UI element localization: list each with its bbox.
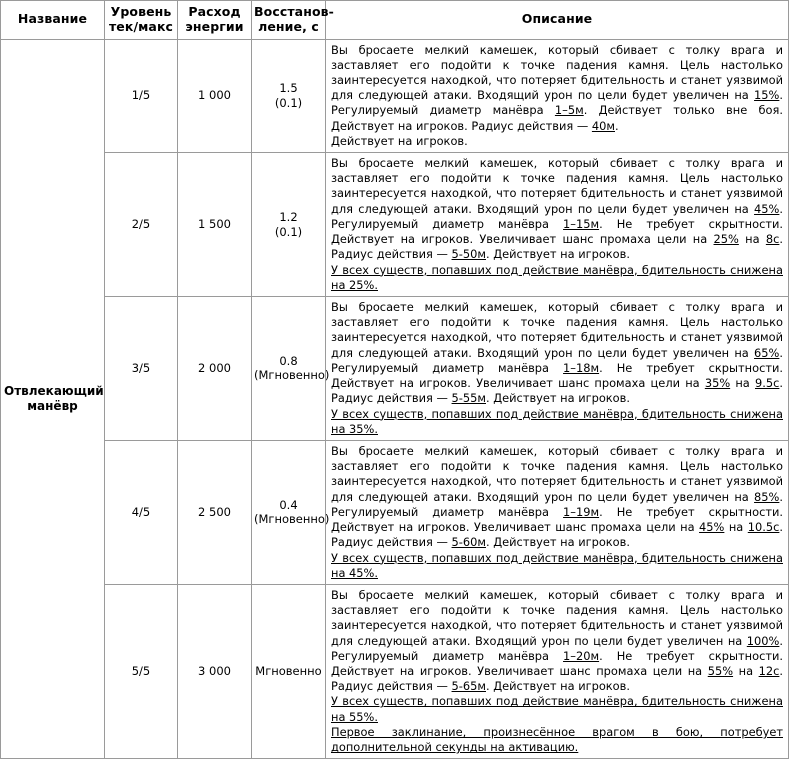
description-paragraph [331,300,783,407]
description-text: Вы бросаете мелкий камешек, который сбивает с толку врага и заставляет его подойти к точке падения камня. Цель настолько заинтересуется находкой, что потеряет бдительность и станет уязвимой для следующей атаки. Входящий урон по цели будет увеличен на [331,587,783,648]
description-text: . Радиус действия — [331,232,783,262]
table-row [1,153,789,297]
table-body [1,39,789,759]
description-highlight-value: 1–18м [563,360,600,375]
column-header-description [326,1,789,40]
description-highlight-value: 40м [591,118,615,133]
description-highlight-value: 9.5с [754,376,780,391]
level-cell: 5/5 [105,584,178,758]
energy-cell: 2 500 [178,440,252,584]
description-vigilance-note: У всех существ, попавших под действие манёвра, бдительность снижена на 45%. [331,550,783,580]
description-cell [326,584,789,758]
column-header-energy-line2: энергии [185,18,244,34]
description-highlight-value: 1–20м [563,648,600,663]
description-text: Вы бросаете мелкий камешек, который сбивает с толку врага и заставляет его подойти к точке падения камня. Цель настолько заинтересуется находкой, что потеряет бдительность и станет уязвимой для следующей атаки. Входящий урон по цели будет увеличен на [331,300,783,360]
column-header-cooldown [252,1,334,40]
cooldown-cell [252,584,326,758]
description-text: на [733,664,759,679]
description-cell [326,297,789,441]
column-header-name [1,1,105,40]
level-cell: 1/5 [105,39,178,153]
description-text: . Действует на игроков. [486,247,630,262]
column-header-energy-line1: Расход [188,4,241,19]
column-header-cooldown-line1: Восстанов- [254,4,334,19]
description-text: . Радиус действия — [331,520,784,550]
cooldown-value: 1.5 [279,80,298,95]
description-highlight-value: 5-65м [451,679,486,694]
description-text: на [730,376,755,391]
description-text: . Не требует скрытности. Действует на игроков. Увеличивает шанс промаха цели на [331,216,783,247]
description-highlight-value: 5-60м [451,535,486,550]
description-cell [326,440,789,584]
description-cell [326,153,789,297]
table-header [1,1,789,40]
cooldown-value: Мгновенно [255,664,322,679]
description-highlight-value: 8с [765,232,780,247]
header-row [1,1,789,40]
description-text: . Не требует скрытности. Действует на игроков. Увеличивает шанс промаха цели на [331,360,783,391]
description-text: . Регулируемый диаметр манёвра [331,201,783,231]
cooldown-subvalue: (Мгновенно) [254,512,330,527]
description-bonus-note: Первое заклинание, произнесённое врагом в бою, потребует дополнительной секунды на активацию. [331,724,783,755]
description-text: . Действует на игроков. [486,391,630,406]
column-header-level-line2: тек/макс [108,18,174,34]
description-text: Вы бросаете мелкий камешек, который сбивает с толку врага и заставляет его подойти к точке падения камня. Цель настолько заинтересуется находкой, что потеряет бдительность и станет уязвимой для следующей атаки. Входящий урон по цели будет увеличен на [331,156,783,216]
description-vigilance-note: У всех существ, попавших под действие манёвра, бдительность снижена на 35%. [331,406,783,436]
description-highlight-value: 1–19м [563,504,600,519]
description-paragraph [331,444,783,551]
description-text: . Радиус действия — [331,664,784,694]
column-header-level-line1: Уровень [110,4,172,19]
description-text: . Регулируемый диаметр манёвра [331,88,783,118]
level-cell: 2/5 [105,153,178,297]
cooldown-cell [252,39,326,153]
description-text: Вы бросаете мелкий камешек, который сбивает с толку врага и заставляет его подойти к точке падения камня. Цель настолько заинтересуется находкой, что потеряет бдительность и станет уязвимой для следующей атаки. Входящий урон по цели будет увеличен на [331,42,783,103]
cooldown-cell [252,297,330,441]
cooldown-subvalue: (Мгновенно) [254,368,330,383]
description-text: . Действует на игроков. [486,535,630,550]
description-text: . [615,118,619,133]
description-highlight-value: 65% [754,345,780,360]
description-text: . Радиус действия — [331,376,783,406]
description-vigilance-note: У всех существ, попавших под действие манёвра, бдительность снижена на 25%. [331,262,783,292]
energy-cell: 1 500 [178,153,252,297]
cooldown-subvalue: (0.1) [274,224,303,239]
description-highlight-value: 100% [746,633,780,648]
column-header-energy [178,1,252,40]
description-vigilance-note: У всех существ, попавших под действие манёвра, бдительность снижена на 55%. [331,694,783,724]
description-text: . Регулируемый диаметр манёвра [331,633,783,663]
description-highlight-value: 15% [754,88,780,103]
cooldown-cell [252,153,326,297]
column-header-name-label: Название [17,11,88,27]
description-paragraph [331,43,783,134]
table-row [1,39,789,153]
cooldown-subvalue: (0.1) [274,95,303,110]
description-highlight-value: 1–5м [554,103,584,118]
description-final-line: Действует на игроков. [331,133,468,148]
cooldown-value: 0.8 [279,353,298,368]
description-paragraph [331,588,783,695]
description-text: . Не требует скрытности. Действует на игроков. Увеличивает шанс промаха цели на [331,504,783,535]
description-text: на [724,520,748,535]
level-cell: 3/5 [105,297,178,441]
table-row [1,584,789,758]
description-text: . Действует на игроков. [486,679,630,694]
energy-cell: 2 000 [178,297,252,441]
description-highlight-value: 5-55м [451,391,486,406]
description-highlight-value: 25% [713,232,739,247]
energy-cell: 3 000 [178,584,252,758]
description-highlight-value: 10.5с [747,520,780,535]
description-cell [326,39,789,153]
column-header-cooldown-line2: ление, с [258,18,319,34]
description-highlight-value: 35% [704,376,731,391]
column-header-level [105,1,178,40]
description-highlight-value: 45% [699,520,725,535]
description-highlight-value: 85% [754,489,780,504]
cooldown-cell [252,440,330,584]
description-highlight-value: 55% [707,664,734,679]
description-text: . Действует только вне боя. Действует на игроков. Радиус действия — [331,103,783,133]
description-highlight-value: 12с [758,664,780,679]
level-cell: 4/5 [105,440,178,584]
cooldown-value: 0.4 [279,497,298,512]
table-row [1,440,789,584]
skill-name-cell: Отвлекающий манёвр [1,39,105,759]
column-header-description-label: Описание [521,11,593,27]
energy-cell: 1 000 [178,39,252,153]
description-text: . Не требует скрытности. Действует на игроков. Увеличивает шанс промаха цели на [331,648,783,679]
description-highlight-value: 5-50м [451,247,486,262]
description-text: . Регулируемый диаметр манёвра [331,489,783,519]
description-text: Вы бросаете мелкий камешек, который сбивает с толку врага и заставляет его подойти к точке падения камня. Цель настолько заинтересуется находкой, что потеряет бдительность и станет уязвимой для следующей атаки. Входящий урон по цели будет увеличен на [331,443,783,504]
description-highlight-value: 1–15м [563,216,600,231]
description-highlight-value: 45% [754,201,780,216]
description-paragraph [331,156,783,263]
description-text: на [738,232,766,247]
description-text: . Регулируемый диаметр манёвра [331,345,783,375]
cooldown-value: 1.2 [279,209,298,224]
table-row [1,297,789,441]
